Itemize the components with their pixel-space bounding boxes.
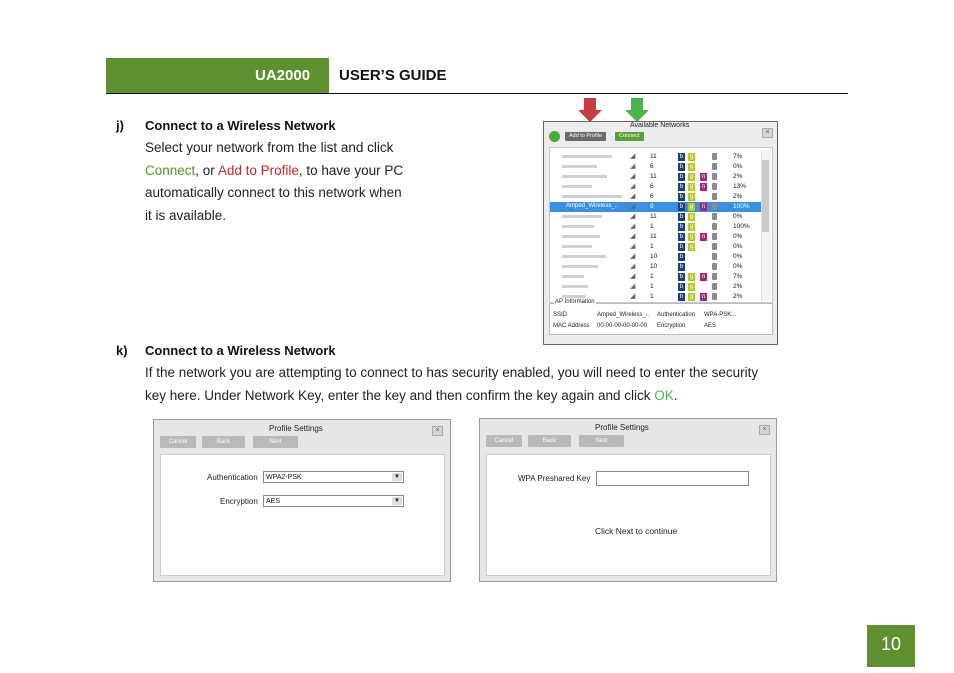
network-ssid-blurred [562, 235, 600, 238]
802-11g-icon: g [689, 234, 694, 240]
network-signal: 2% [733, 193, 743, 200]
802-11g-icon: g [689, 244, 694, 250]
page-number: 10 [880, 634, 902, 654]
network-signal: 7% [733, 273, 743, 280]
802-11g-icon: g [689, 284, 694, 290]
encryption-label: Encryption [220, 497, 258, 506]
network-channel: 1 [650, 293, 654, 300]
network-signal: 0% [733, 253, 743, 260]
profile-settings-dialog-right [479, 418, 777, 582]
802-11b-icon: b [679, 294, 684, 300]
network-signal: 2% [733, 283, 743, 290]
network-signal: 7% [733, 153, 743, 160]
lock-icon [712, 263, 717, 270]
802-11b-icon: b [679, 164, 684, 170]
signal-icon: ◢ [630, 263, 636, 270]
add-arrow-body [584, 98, 596, 110]
dialog-title: Profile Settings [595, 423, 649, 432]
enc-label: Encryption [657, 323, 686, 329]
802-11b-icon: b [679, 204, 684, 210]
network-channel: 1 [650, 283, 654, 290]
close-button[interactable]: × [759, 425, 770, 435]
header-rule [106, 93, 848, 94]
802-11b-icon: b [679, 154, 684, 160]
network-ssid-blurred [562, 215, 602, 218]
network-row[interactable] [550, 282, 762, 292]
next-button[interactable]: Next [579, 435, 624, 447]
802-11b-icon: b [679, 274, 684, 280]
802-11g-icon: g [689, 224, 694, 230]
network-signal: 2% [733, 173, 743, 180]
network-ssid-blurred [562, 245, 592, 248]
auth-value: WPA-PSK... [704, 312, 737, 318]
signal-icon: ◢ [630, 253, 636, 260]
802-11b-icon: b [679, 284, 684, 290]
network-channel: 1 [650, 223, 654, 230]
cancel-button[interactable]: Cancel [160, 436, 196, 448]
signal-icon: ◢ [630, 183, 636, 190]
dialog-title: Profile Settings [269, 424, 323, 433]
lock-icon [712, 233, 717, 240]
802-11b-icon: b [679, 184, 684, 190]
network-ssid-blurred [562, 265, 598, 268]
mac-label: MAC Address [553, 323, 590, 329]
step-j-letter: j) [116, 118, 124, 133]
802-11g-icon: g [689, 204, 694, 210]
network-signal: 100% [733, 223, 750, 230]
network-channel: 1 [650, 273, 654, 280]
802-11b-icon: b [679, 194, 684, 200]
network-row[interactable] [550, 182, 762, 192]
lock-icon [712, 193, 717, 200]
profile-settings-dialog-left [153, 419, 451, 582]
802-11b-icon: b [679, 264, 684, 270]
authentication-select[interactable]: WPA2-PSK ▼ [263, 471, 404, 483]
network-row[interactable] [550, 252, 762, 262]
802-11n-icon: n [701, 234, 706, 240]
back-button[interactable]: Back [202, 436, 245, 448]
802-11g-icon: g [689, 164, 694, 170]
network-signal: 13% [733, 183, 747, 190]
lock-icon [712, 213, 717, 220]
step-j-line-4: it is available. [145, 207, 227, 223]
network-ssid: Amped_Wireless_.. [566, 203, 619, 209]
network-row[interactable] [550, 192, 762, 202]
lock-icon [712, 273, 717, 280]
network-row[interactable] [550, 202, 762, 212]
network-ssid-blurred [562, 195, 622, 198]
network-ssid-blurred [562, 175, 607, 178]
network-channel: 11 [650, 233, 657, 240]
enc-value: AES [704, 323, 717, 329]
802-11b-icon: b [679, 254, 684, 260]
802-11b-icon: b [679, 214, 684, 220]
auth-label: Authentication [657, 312, 696, 318]
network-row[interactable] [550, 152, 762, 162]
next-button[interactable]: Next [253, 436, 298, 448]
802-11n-icon: n [701, 174, 706, 180]
802-11g-icon: g [689, 294, 694, 300]
connect-button[interactable]: Connect [615, 132, 644, 141]
network-channel: 10 [650, 253, 658, 260]
add-to-profile-text: Add to Profile [217, 162, 299, 178]
scrollbar-thumb[interactable] [762, 160, 769, 232]
network-ssid-blurred [562, 185, 592, 188]
802-11g-icon: g [689, 214, 694, 220]
ssid-value: Amped_Wireless_.. [597, 312, 650, 318]
network-row[interactable] [550, 272, 762, 282]
signal-icon: ◢ [630, 233, 636, 240]
802-11n-icon: n [701, 204, 706, 210]
802-11g-icon: g [689, 174, 694, 180]
network-channel: 6 [650, 193, 654, 200]
lock-icon [712, 293, 717, 300]
802-11b-icon: b [679, 234, 684, 240]
network-channel: 11 [650, 153, 657, 160]
step-k-body [145, 362, 845, 407]
step-j-heading: Connect to a Wireless Network [145, 118, 336, 133]
connect-arrow-body [631, 98, 643, 110]
network-signal: 100% [733, 203, 750, 210]
networks-close-button[interactable]: × [762, 128, 773, 138]
network-channel: 11 [650, 173, 657, 180]
signal-icon: ◢ [630, 283, 636, 290]
cancel-button[interactable]: Cancel [486, 435, 522, 447]
802-11g-icon: g [689, 274, 694, 280]
802-11n-icon: n [701, 274, 706, 280]
signal-icon: ◢ [630, 203, 636, 210]
step-j-line-1: Select your network from the list and click [145, 140, 394, 155]
guide-title: USER’S GUIDE [339, 67, 447, 84]
network-row[interactable] [550, 172, 762, 182]
network-signal: 0% [733, 213, 743, 220]
step-j-body [145, 137, 475, 227]
network-signal: 0% [733, 163, 743, 170]
network-signal: 2% [733, 293, 743, 300]
step-k-line-2: key here. Under Network Key, enter the key and then confirm the key again and click OK. [145, 387, 678, 403]
ssid-label: SSID [553, 312, 568, 318]
close-button[interactable]: × [432, 426, 443, 436]
network-ssid-blurred [562, 295, 586, 298]
802-11b-icon: b [679, 174, 684, 180]
chevron-down-icon[interactable]: ▼ [392, 473, 402, 481]
refresh-icon[interactable] [549, 131, 560, 142]
step-j-line-2: Connect, or Add to Profile, to have your PC [145, 162, 404, 178]
signal-icon: ◢ [630, 163, 636, 170]
lock-icon [712, 253, 717, 260]
signal-icon: ◢ [630, 193, 636, 200]
signal-icon: ◢ [630, 223, 636, 230]
network-signal: 0% [733, 243, 743, 250]
continue-hint: Click Next to continue [595, 526, 678, 536]
ok-text: OK [654, 387, 674, 403]
signal-icon: ◢ [630, 153, 636, 160]
lock-icon [712, 163, 717, 170]
network-channel: 1 [650, 243, 654, 250]
network-row[interactable] [550, 162, 762, 172]
ap-info-legend: AP Information [555, 299, 595, 305]
ap-information [549, 299, 773, 335]
802-11g-icon: g [689, 194, 694, 200]
network-row[interactable] [550, 262, 762, 272]
signal-icon: ◢ [630, 293, 636, 300]
lock-icon [712, 183, 717, 190]
lock-icon [712, 173, 717, 180]
step-k-heading: Connect to a Wireless Network [145, 343, 336, 358]
authentication-label: Authentication [207, 473, 258, 482]
back-button[interactable]: Back [528, 435, 571, 447]
encryption-select[interactable]: AES ▼ [263, 495, 404, 507]
signal-icon: ◢ [630, 173, 636, 180]
network-row[interactable] [550, 232, 762, 242]
network-row[interactable] [550, 222, 762, 232]
network-ssid-blurred [562, 225, 594, 228]
802-11g-icon: g [689, 154, 694, 160]
signal-icon: ◢ [630, 213, 636, 220]
network-ssid-blurred [562, 165, 597, 168]
lock-icon [712, 223, 717, 230]
networks-panel-title: Available Networks [630, 122, 690, 129]
step-k-line-1: If the network you are attempting to connect to has security enabled, you will need to enter the security [145, 365, 759, 380]
lock-icon [712, 283, 717, 290]
802-11g-icon: g [689, 184, 694, 190]
network-ssid-blurred [562, 285, 588, 288]
step-k-letter: k) [116, 343, 128, 358]
network-channel: 9 [650, 203, 654, 210]
wpa-key-input[interactable] [596, 471, 749, 486]
connect-text: Connect [145, 162, 196, 178]
802-11b-icon: b [679, 224, 684, 230]
network-signal: 0% [733, 263, 743, 270]
lock-icon [712, 243, 717, 250]
mac-value: 00-00-00-00-00-00 [597, 323, 648, 329]
network-ssid-blurred [562, 155, 612, 158]
network-signal: 0% [733, 233, 743, 240]
network-ssid-blurred [562, 275, 584, 278]
product-name: UA2000 [255, 67, 311, 84]
network-channel: 6 [650, 183, 654, 190]
network-ssid-blurred [562, 255, 606, 258]
network-channel: 11 [650, 213, 657, 220]
lock-icon [712, 153, 717, 160]
step-j-line-3: automatically connect to this network when [145, 185, 402, 200]
802-11b-icon: b [679, 244, 684, 250]
network-row[interactable] [550, 212, 762, 222]
network-channel: 10 [650, 263, 658, 270]
add-to-profile-button[interactable]: Add to Profile [565, 132, 606, 141]
signal-icon: ◢ [630, 243, 636, 250]
signal-icon: ◢ [630, 273, 636, 280]
802-11n-icon: n [701, 184, 706, 190]
802-11n-icon: n [701, 294, 706, 300]
network-channel: 6 [650, 163, 654, 170]
lock-icon [712, 203, 717, 210]
network-row[interactable] [550, 242, 762, 252]
wpa-key-label: WPA Preshared Key [518, 474, 591, 483]
network-list[interactable] [549, 147, 773, 303]
chevron-down-icon[interactable]: ▼ [392, 497, 402, 505]
